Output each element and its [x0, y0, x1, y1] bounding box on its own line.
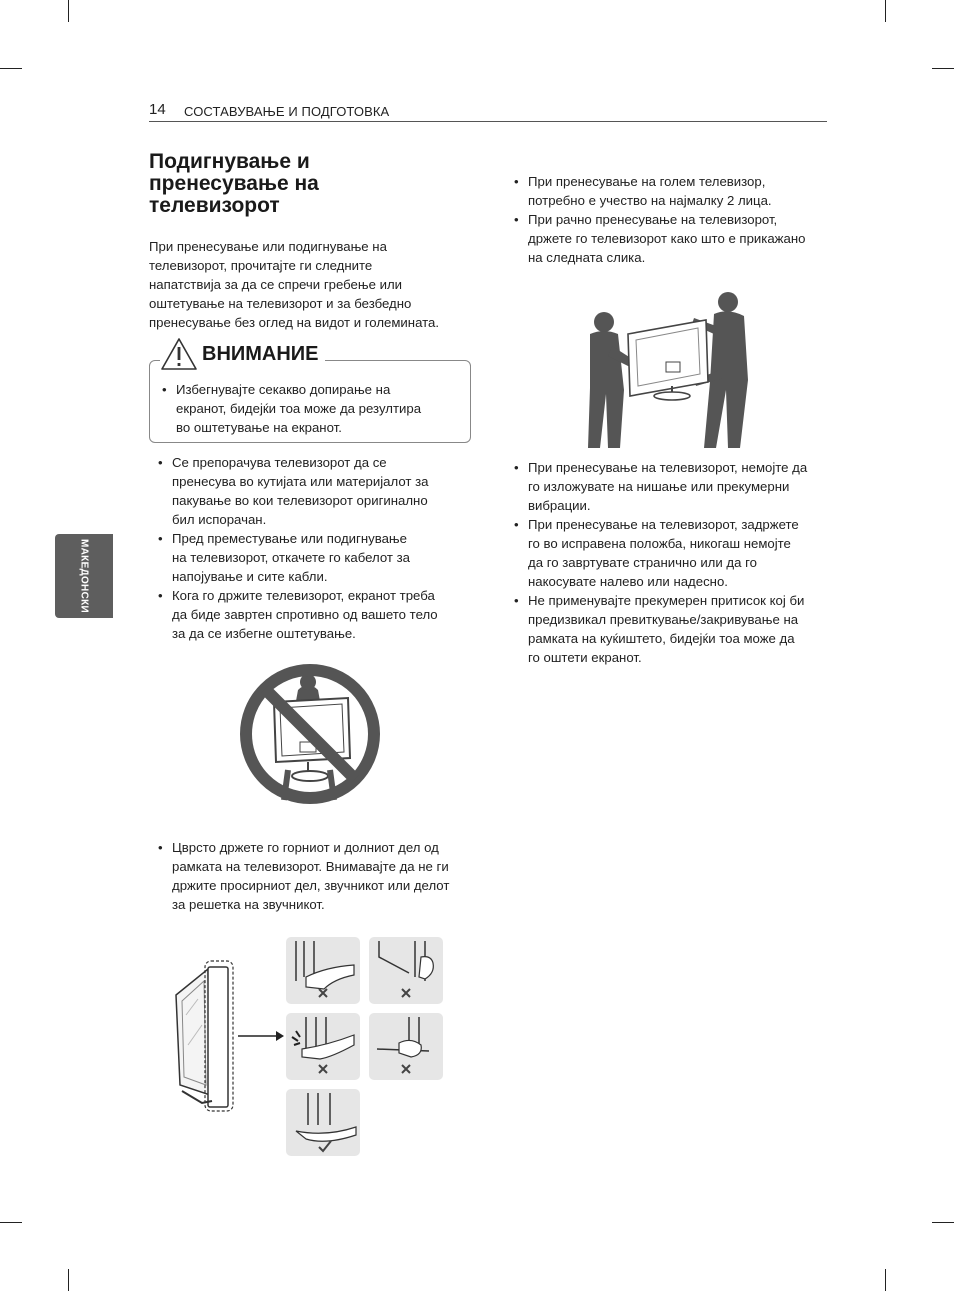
transport-list	[514, 458, 834, 667]
cross-mark-icon	[319, 1065, 327, 1073]
crop-mark	[885, 1269, 886, 1291]
cross-mark-icon	[319, 989, 327, 997]
crop-mark	[68, 1269, 69, 1291]
list-line: на телевизорот, откачете го кабелот за	[172, 550, 411, 565]
list-line: • Кога го држите телевизорот, екранот треба	[172, 588, 435, 603]
grip-hand-icon	[286, 1089, 360, 1156]
section-title: СОСТАВУВАЊЕ И ПОДГОТОВКА	[184, 104, 390, 119]
list-line: • Избегнувајте секакво допирање на	[176, 382, 391, 397]
list-item	[158, 529, 473, 586]
intro-line: телевизорот, прочитајте ги следните	[149, 258, 373, 273]
list-line: за да се избегне оштетување.	[172, 626, 356, 641]
crop-mark	[0, 68, 22, 69]
page-number: 14	[149, 101, 166, 118]
caution-heading	[160, 336, 325, 372]
check-mark-icon	[319, 1141, 331, 1151]
list-line: екранот, бидејќи тоа може да резултира	[176, 401, 422, 416]
title-line: Подигнување и	[149, 150, 310, 173]
grip-example-wrong	[286, 1013, 360, 1080]
list-line: да го завртувате странично или да го	[528, 555, 757, 570]
cross-mark-icon	[402, 989, 410, 997]
list-line: држите просирниот дел, звучникот или делот	[172, 878, 450, 893]
grip-hand-icon	[369, 937, 443, 1004]
list-line: накосувате налево или надесно.	[528, 574, 728, 589]
cross-mark-icon	[402, 1065, 410, 1073]
language-tab	[55, 534, 113, 618]
carrying-list	[514, 172, 834, 267]
list-item	[162, 380, 462, 437]
list-item	[514, 515, 834, 591]
intro-line: оштетување на телевизорот и за безбедно	[149, 296, 412, 311]
list-line: во оштетување на екранот.	[176, 420, 342, 435]
two-people-carry-icon	[586, 290, 748, 448]
list-line: вибрации.	[528, 498, 591, 513]
page-title	[149, 151, 469, 217]
caution-list	[162, 380, 462, 437]
prohibited-carry-icon	[238, 662, 382, 806]
grip-hand-icon	[286, 937, 360, 1004]
list-line: • При пренесување на телевизорот, задржете	[528, 517, 799, 532]
list-item	[514, 210, 834, 267]
grip-hand-icon	[286, 1013, 360, 1080]
list-line: држете го телевизорот како што е прикажано	[528, 231, 806, 246]
grip-instructions-list	[158, 838, 478, 914]
list-line: • Не применувајте прекумерен притисок кој би	[528, 593, 805, 608]
caution-heading-text: ВНИМАНИЕ	[202, 342, 319, 365]
list-line: за решетка на звучникот.	[172, 897, 325, 912]
grip-example-correct	[286, 1089, 360, 1156]
list-item	[514, 458, 834, 515]
list-line: • Се препорачува телевизорот да се	[172, 455, 387, 470]
list-item	[514, 172, 834, 210]
list-line: • Цврсто држете го горниот и долниот дел од	[172, 840, 439, 855]
list-line: пакување во кои телевизорот оригинално	[172, 493, 428, 508]
list-item	[514, 591, 834, 667]
list-line: да биде завртен спротивно од вашето тело	[172, 607, 438, 622]
list-line: • При рачно пренесување на телевизорот,	[528, 212, 778, 227]
list-line: го во исправена положба, никогаш немојте	[528, 536, 791, 551]
list-line: пренесува во кутијата или материјалот за	[172, 474, 429, 489]
title-line: телевизорот	[149, 194, 280, 217]
handling-list	[158, 453, 473, 643]
list-line: бил испорачан.	[172, 512, 267, 527]
crop-mark	[885, 0, 886, 22]
list-line: потребно е учество на најмалку 2 лица.	[528, 193, 772, 208]
title-line: пренесување на	[149, 172, 319, 195]
warning-triangle-icon	[160, 337, 198, 371]
intro-line: При пренесување или подигнување на	[149, 239, 387, 254]
grip-example-wrong	[369, 937, 443, 1004]
language-tab-label: МАКЕДОНСКИ	[78, 539, 90, 613]
intro-line: напатствија за да се спречи гребење или	[149, 277, 403, 292]
list-item	[158, 838, 478, 914]
list-line: рамката на куќиштето, бидејќи тоа може да	[528, 631, 795, 646]
crop-mark	[0, 1222, 22, 1223]
grip-hand-icon	[369, 1013, 443, 1080]
crop-mark	[932, 1222, 954, 1223]
intro-line: пренесување без оглед на видот и големината.	[149, 315, 440, 330]
list-line: го изложувате на нишање или прекумерни	[528, 479, 790, 494]
grip-example-wrong	[286, 937, 360, 1004]
tv-frame-illustration	[172, 955, 290, 1115]
grip-example-wrong	[369, 1013, 443, 1080]
crop-mark	[932, 68, 954, 69]
list-line: на следната слика.	[528, 250, 646, 265]
list-line: рамката на телевизорот. Внимавајте да не ги	[172, 859, 449, 874]
list-line: • Пред преместување или подигнување	[172, 531, 407, 546]
list-line: • При пренесување на голем телевизор,	[528, 174, 766, 189]
list-line: предизвикал превиткување/закривување на	[528, 612, 799, 627]
list-line: го оштети екранот.	[528, 650, 642, 665]
list-line: напојување и сите кабли.	[172, 569, 328, 584]
intro-paragraph	[149, 237, 479, 332]
list-item	[158, 586, 473, 643]
list-item	[158, 453, 473, 529]
list-line: • При пренесување на телевизорот, немојте да	[528, 460, 808, 475]
crop-mark	[68, 0, 69, 22]
header-divider	[149, 121, 827, 122]
